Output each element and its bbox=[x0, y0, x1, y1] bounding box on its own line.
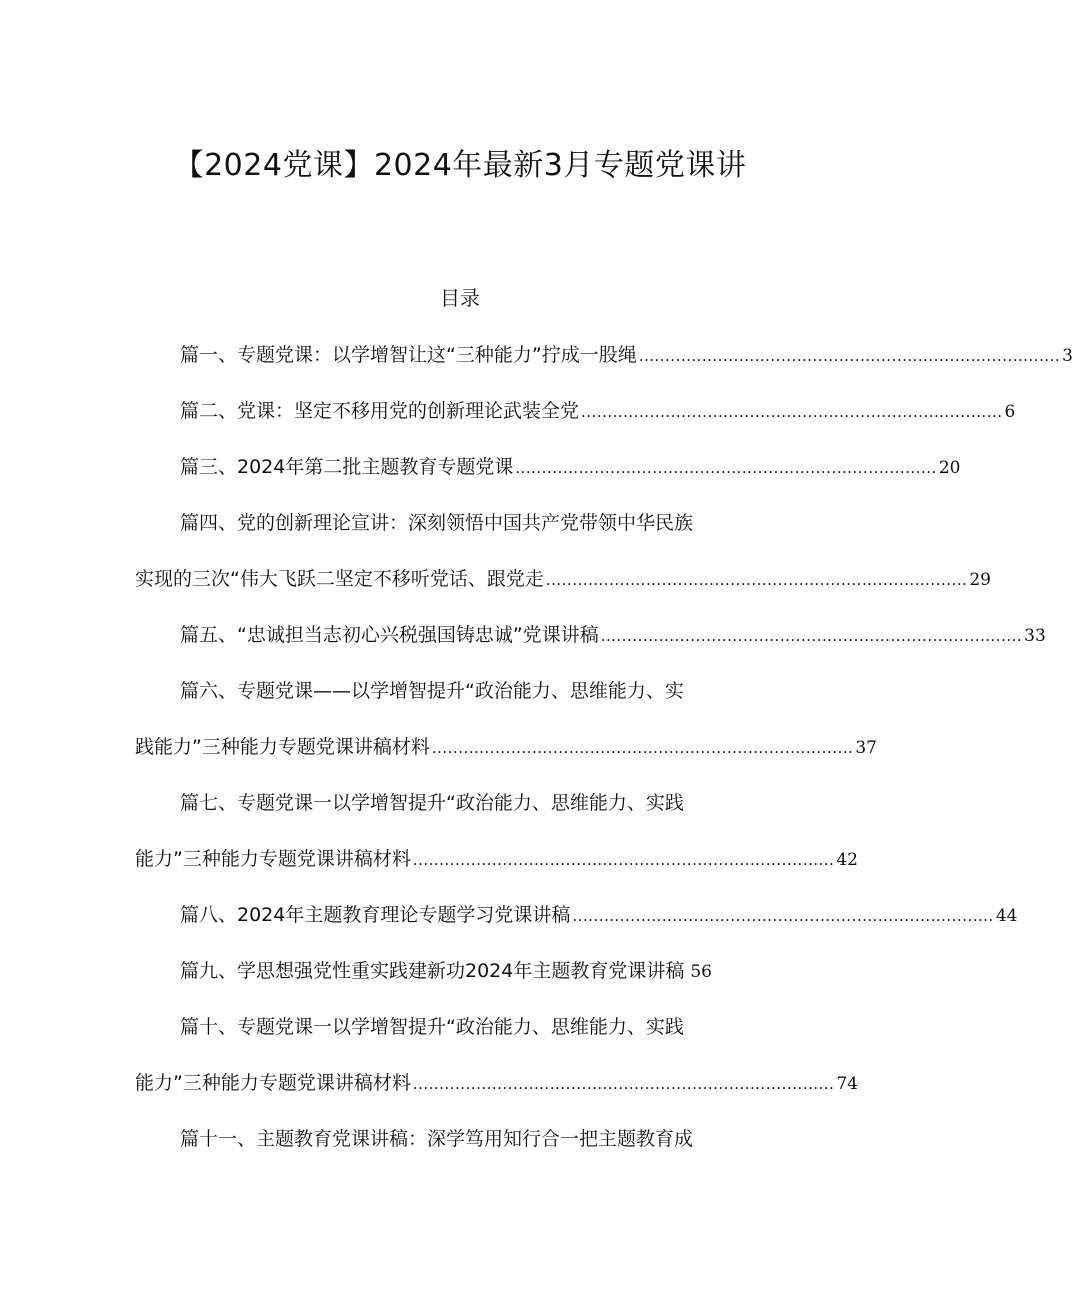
toc-entry-text: 篇五、“忠诚担当志初心兴税强国铸忠诚”党课讲稿 bbox=[180, 624, 599, 646]
toc-page-number: 74 bbox=[836, 1074, 858, 1094]
toc-entry-7-line-2[interactable] bbox=[135, 844, 858, 871]
toc-leader-dots: ................................................................................ bbox=[638, 347, 1061, 365]
toc-page-number: 44 bbox=[995, 906, 1018, 926]
toc-heading: 目录 bbox=[440, 286, 480, 310]
toc-entry-11-line-1[interactable] bbox=[180, 1124, 740, 1151]
toc-leader-dots: ................................................................................ bbox=[572, 907, 994, 925]
toc-entry-text: 篇四、党的创新理论宣讲：深刻领悟中国共产党带领中华民族 bbox=[180, 512, 694, 534]
toc-entry-text: 篇二、党课：坚定不移用党的创新理论武装全党 bbox=[180, 400, 580, 422]
toc-entry-text: 篇七、专题党课一以学增智提升“政治能力、思维能力、实践 bbox=[180, 792, 684, 814]
toc-entry-text: 能力”三种能力专题党课讲稿材料 bbox=[135, 1072, 411, 1094]
toc-page-number: 6 bbox=[1004, 402, 1016, 422]
toc-entry-6-line-1[interactable] bbox=[180, 676, 740, 703]
toc-leader-dots: ................................................................................ bbox=[431, 739, 854, 757]
toc-entry-9[interactable] bbox=[180, 956, 740, 983]
toc-leader-dots: ................................................................................ bbox=[545, 571, 968, 589]
toc-page-number: 37 bbox=[855, 738, 877, 758]
toc-entry-4-line-1[interactable] bbox=[180, 508, 740, 535]
toc-entry-5[interactable] bbox=[180, 620, 1046, 647]
toc-leader-dots: ................................................................................ bbox=[412, 851, 835, 869]
toc-entry-4-line-2[interactable] bbox=[135, 564, 991, 591]
toc-entry-7-line-1[interactable] bbox=[180, 788, 740, 815]
toc-page-number: 20 bbox=[938, 458, 961, 478]
toc-leader-dots: ................................................................................ bbox=[515, 459, 937, 477]
toc-entry-text: 篇一、专题党课：以学增智让这“三种能力”拧成一股绳 bbox=[180, 344, 637, 366]
toc-entry-8[interactable] bbox=[180, 900, 1018, 927]
toc-leader-dots: ................................................................................ bbox=[600, 627, 1023, 645]
toc-page-number: 33 bbox=[1024, 626, 1046, 646]
toc-page-number: 29 bbox=[969, 570, 991, 590]
toc-entry-text: 实现的三次“伟大飞跃二坚定不移听党话、跟党走 bbox=[135, 568, 544, 590]
toc-leader-dots: ................................................................................ bbox=[412, 1075, 835, 1093]
toc-entry-text: 篇十、专题党课一以学增智提升“政治能力、思维能力、实践 bbox=[180, 1016, 684, 1038]
toc-entry-text: 能力”三种能力专题党课讲稿材料 bbox=[135, 848, 411, 870]
toc-leader-dots: ................................................................................ bbox=[581, 403, 1003, 421]
toc-page-number: 3 bbox=[1062, 346, 1073, 366]
toc-entry-3[interactable] bbox=[180, 452, 961, 479]
toc-entry-2[interactable] bbox=[180, 396, 1016, 423]
toc-entry-10-line-2[interactable] bbox=[135, 1068, 858, 1095]
toc-page-number: 42 bbox=[836, 850, 858, 870]
document-title: 【2024党课】2024年最新3月专题党课讲 bbox=[173, 148, 747, 183]
toc-entry-10-line-1[interactable] bbox=[180, 1012, 740, 1039]
toc-entry-text: 篇六、专题党课——以学增智提升“政治能力、思维能力、实 bbox=[180, 680, 684, 702]
toc-entry-6-line-2[interactable] bbox=[135, 732, 877, 759]
toc-entry-text: 篇九、学思想强党性重实践建新功2024年主题教育党课讲稿 bbox=[180, 960, 685, 982]
toc-page-number: 56 bbox=[690, 962, 712, 982]
toc-entry-text: 践能力”三种能力专题党课讲稿材料 bbox=[135, 736, 430, 758]
toc-entry-text: 篇八、2024年主题教育理论专题学习党课讲稿 bbox=[180, 904, 571, 926]
toc-entry-1[interactable] bbox=[180, 340, 1073, 367]
toc-entry-text: 篇十一、主题教育党课讲稿：深学笃用知行合一把主题教育成 bbox=[180, 1128, 694, 1150]
toc-entry-text: 篇三、2024年第二批主题教育专题党课 bbox=[180, 456, 514, 478]
